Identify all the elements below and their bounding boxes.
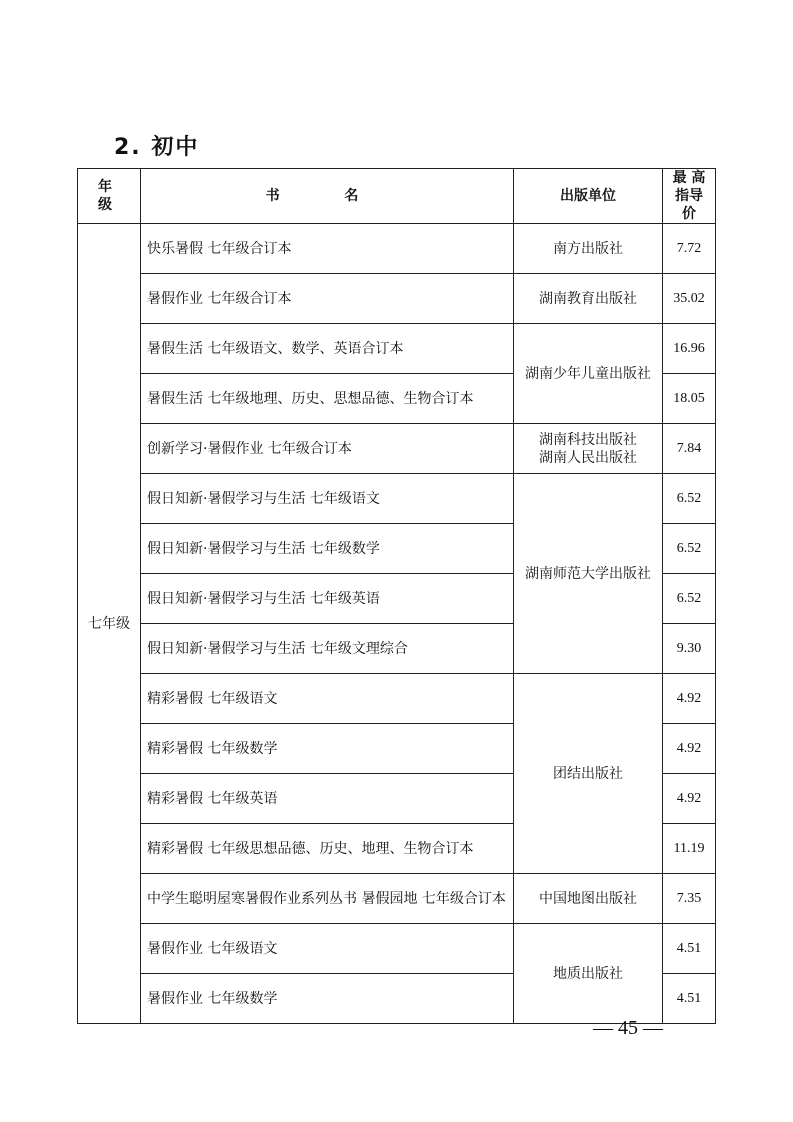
book-title: 精彩暑假 七年级英语 bbox=[141, 774, 514, 824]
book-title: 假日知新·暑假学习与生活 七年级英语 bbox=[141, 574, 514, 624]
publisher-cell: 地质出版社 bbox=[514, 924, 663, 1024]
price-cell: 4.92 bbox=[663, 774, 716, 824]
book-title: 快乐暑假 七年级合订本 bbox=[141, 224, 514, 274]
price-cell: 4.51 bbox=[663, 974, 716, 1024]
book-title: 暑假作业 七年级数学 bbox=[141, 974, 514, 1024]
publisher-cell: 中国地图出版社 bbox=[514, 874, 663, 924]
book-title: 假日知新·暑假学习与生活 七年级文理综合 bbox=[141, 624, 514, 674]
price-cell: 16.96 bbox=[663, 324, 716, 374]
publisher-cell: 团结出版社 bbox=[514, 674, 663, 874]
section-title: 2. 初中 bbox=[114, 135, 200, 160]
publisher-cell: 湖南教育出版社 bbox=[514, 274, 663, 324]
header-max-price bbox=[663, 169, 716, 224]
table-row bbox=[78, 924, 716, 974]
table-row bbox=[78, 674, 716, 724]
publisher-line: 湖南人民出版社 bbox=[539, 449, 637, 466]
price-cell: 6.52 bbox=[663, 474, 716, 524]
table-row bbox=[78, 274, 716, 324]
header-grade: 年 级 bbox=[78, 169, 141, 224]
header-publisher: 出版单位 bbox=[514, 169, 663, 224]
price-cell: 6.52 bbox=[663, 574, 716, 624]
publisher-cell: 湖南少年儿童出版社 bbox=[514, 324, 663, 424]
book-title: 暑假生活 七年级语文、数学、英语合订本 bbox=[141, 324, 514, 374]
publisher-line: 湖南科技出版社 bbox=[539, 431, 637, 448]
price-cell: 4.92 bbox=[663, 724, 716, 774]
header-price-line2: 指导价 bbox=[675, 188, 703, 222]
book-title: 精彩暑假 七年级数学 bbox=[141, 724, 514, 774]
table-row bbox=[78, 324, 716, 374]
header-price-line1: 最 高 bbox=[672, 170, 706, 186]
price-cell: 35.02 bbox=[663, 274, 716, 324]
price-cell: 7.35 bbox=[663, 874, 716, 924]
publisher-cell bbox=[514, 424, 663, 474]
price-cell: 4.92 bbox=[663, 674, 716, 724]
price-cell: 7.72 bbox=[663, 224, 716, 274]
table-header-row bbox=[78, 169, 716, 224]
book-title: 假日知新·暑假学习与生活 七年级语文 bbox=[141, 474, 514, 524]
publisher-cell: 南方出版社 bbox=[514, 224, 663, 274]
table-row bbox=[78, 474, 716, 524]
table-row bbox=[78, 424, 716, 474]
book-title: 精彩暑假 七年级语文 bbox=[141, 674, 514, 724]
book-title: 中学生聪明屋寒暑假作业系列丛书 暑假园地 七年级合订本 bbox=[141, 874, 514, 924]
price-cell: 6.52 bbox=[663, 524, 716, 574]
book-title: 暑假生活 七年级地理、历史、思想品德、生物合订本 bbox=[141, 374, 514, 424]
book-title: 精彩暑假 七年级思想品德、历史、地理、生物合订本 bbox=[141, 824, 514, 874]
price-cell: 9.30 bbox=[663, 624, 716, 674]
grade-cell: 七年级 bbox=[78, 224, 141, 1024]
price-table bbox=[77, 168, 716, 1024]
price-cell: 11.19 bbox=[663, 824, 716, 874]
book-title: 暑假作业 七年级语文 bbox=[141, 924, 514, 974]
price-cell: 7.84 bbox=[663, 424, 716, 474]
table-row bbox=[78, 224, 716, 274]
book-title: 暑假作业 七年级合订本 bbox=[141, 274, 514, 324]
book-title: 创新学习·暑假作业 七年级合订本 bbox=[141, 424, 514, 474]
price-cell: 18.05 bbox=[663, 374, 716, 424]
page-number: — 45 — bbox=[593, 1017, 663, 1039]
header-book-name: 书 名 bbox=[141, 169, 514, 224]
price-cell: 4.51 bbox=[663, 924, 716, 974]
publisher-cell: 湖南师范大学出版社 bbox=[514, 474, 663, 674]
table-row bbox=[78, 874, 716, 924]
book-title: 假日知新·暑假学习与生活 七年级数学 bbox=[141, 524, 514, 574]
